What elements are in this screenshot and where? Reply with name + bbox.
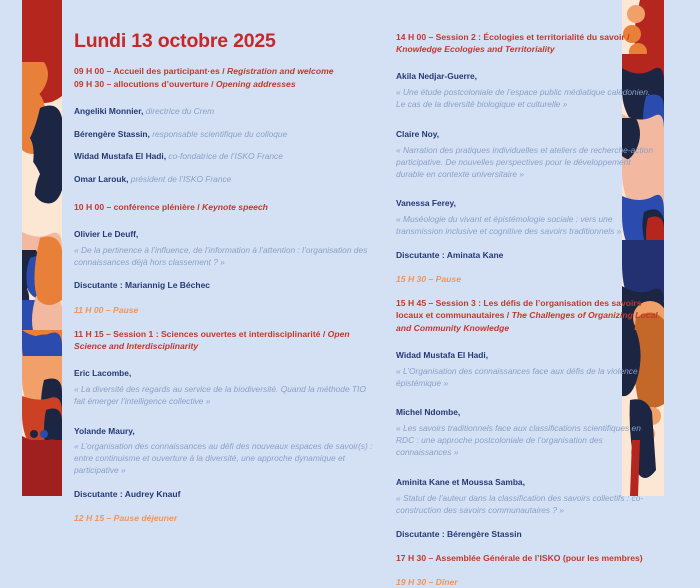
speaker-role: directrice du Crem <box>143 105 215 116</box>
session-2-speaker <box>396 191 658 238</box>
break-lunch: 12 H 15 – Pause déjeuner <box>74 513 178 524</box>
speaker-name: Akila Nedjar-Guerre, <box>396 71 477 82</box>
list-item <box>74 222 376 269</box>
break-afternoon: 15 H 30 – Pause <box>396 274 461 285</box>
session-3-speaker <box>396 400 658 458</box>
speaker-name: Yolande Maury, <box>74 425 135 436</box>
slot-opening-fr: 09 H 30 – allocutions d’ouverture / <box>74 78 216 89</box>
slot-registration-en: Registration and welcome <box>227 66 334 77</box>
opening-speakers-list <box>74 99 376 190</box>
speaker-name: Widad Mustafa El Hadi, <box>74 151 167 162</box>
speaker-name: Aminita Kane et Moussa Samba, <box>396 476 525 487</box>
program-column-morning <box>74 0 384 524</box>
list-item <box>396 64 658 111</box>
session-1-speaker <box>74 361 376 408</box>
list-item <box>396 343 658 390</box>
list-item <box>74 144 376 167</box>
speaker-talk-title: « Statut de l’auteur dans la classification des savoirs collectifs : co-construction des savoirs communautaires ? » <box>396 492 644 515</box>
slot-general-assembly: 17 H 30 – Assemblée Générale de l’ISKO (pour les membres) <box>396 552 643 563</box>
speaker-talk-title: « Muséologie du vivant et épistémologie sociale : vers une transmission inclusive et cognitive des savoirs traditionnels » <box>396 214 622 237</box>
dinner-line: 19 H 30 – Dîner <box>396 576 458 587</box>
speaker-talk-title: « La diversité des regards au service de la biodiversité. Quand la méthode TIO fait émerger l’intelligence collective » <box>74 383 366 406</box>
speaker-name: Angeliki Monnier, <box>74 105 144 116</box>
list-item <box>396 122 658 180</box>
speaker-name: Claire Noy, <box>396 128 440 139</box>
speaker-name: Eric Lacombe, <box>74 368 132 379</box>
slot-opening <box>74 78 376 90</box>
list-item <box>396 191 658 238</box>
discussant-keynote: Discutante : Mariannig Le Béchec <box>74 280 211 291</box>
page-title: Lundi 13 octobre 2025 <box>74 30 276 52</box>
list-item <box>74 361 376 408</box>
session-2-speaker <box>396 122 658 180</box>
slot-registration-fr: 09 H 00 – Accueil des participant·es / <box>74 66 228 77</box>
slot-keynote <box>74 201 376 213</box>
slot-session-2 <box>396 31 658 55</box>
slot-session-2-en: Knowledge Ecologies and Territoriality <box>396 44 555 55</box>
session-1-speaker <box>74 419 376 477</box>
slot-keynote-fr: 10 H 00 – conférence plénière / <box>74 201 203 212</box>
speaker-name: Bérengère Stassin, <box>74 128 150 139</box>
speaker-name: Omar Larouk, <box>74 174 129 184</box>
list-item <box>396 470 658 517</box>
slot-session-1 <box>74 328 376 352</box>
speaker-role: président de l’ISKO France <box>128 174 232 184</box>
speaker-talk-title: « De la pertinence à l’influence, de l’information à l’attention : l’organisation des connaissances déjà hors classement ? » <box>74 244 368 267</box>
discussant-session-1: Discutante : Audrey Knauf <box>74 489 181 500</box>
slot-session-1-fr: 11 H 15 – Session 1 : Sciences ouvertes et interdisciplinarité / <box>74 328 328 339</box>
speaker-talk-title: « Une étude postcoloniale de l’espace public médiatique calédonien. Le cas de la diversité biologique et culturelle » <box>396 87 651 110</box>
session-3-speaker <box>396 470 658 517</box>
list-item <box>396 400 658 458</box>
list-item <box>74 167 376 190</box>
slot-registration <box>74 65 376 77</box>
slot-session-3 <box>396 297 658 334</box>
list-item <box>74 419 376 477</box>
session-3-speaker <box>396 343 658 390</box>
program-column-afternoon <box>396 0 664 587</box>
speaker-role: co-fondatrice de l’ISKO France <box>166 151 283 162</box>
slot-session-1-en: Open Science and Interdisciplinarity <box>74 328 350 351</box>
speaker-talk-title: « L’organisation des connaissances au défi des nouveaux espaces de savoir(s) : entre continuisme et ouverture à la diversité, une approche dynamique et participative » <box>74 441 373 476</box>
slot-session-3-en: The Challenges of Organizing Local and Community Knowledge <box>396 310 658 333</box>
speaker-talk-title: « Narration des pratiques individuelles et ateliers de recherche-action participative. De nouvelles perspectives pour le développement durable en contexte universitaire » <box>396 144 653 179</box>
break-morning: 11 H 00 – Pause <box>74 304 139 315</box>
speaker-role: responsable scientifique du colloque <box>149 128 288 139</box>
speaker-name: Olivier Le Deuff, <box>74 228 139 239</box>
session-2-speaker <box>396 64 658 111</box>
speaker-talk-title: « Les savoirs traditionnels face aux classifications scientifiques en RDC : une approche postcoloniale de l’organisation des connaissances » <box>396 423 641 458</box>
discussant-session-2: Discutante : Aminata Kane <box>396 250 504 261</box>
speaker-talk-title: « L’Organisation des connaissances face aux défis de la violence épistémique » <box>396 365 638 388</box>
list-item <box>74 122 376 145</box>
list-item <box>74 99 376 122</box>
speaker-name: Widad Mustafa El Hadi, <box>396 349 489 360</box>
keynote-speaker <box>74 222 376 269</box>
slot-keynote-en: Keynote speech <box>202 201 268 212</box>
slot-session-3-fr: 15 H 45 – Session 3 : Les défis de l’organisation des savoirs locaux et communautaires / <box>396 298 642 321</box>
speaker-name: Vanessa Ferey, <box>396 198 456 209</box>
slot-opening-en: Opening addresses <box>215 78 296 89</box>
speaker-name: Michel Ndombe, <box>396 407 461 418</box>
discussant-session-3: Discutante : Bérengère Stassin <box>396 528 522 539</box>
slot-session-2-fr: 14 H 00 – Session 2 : Écologies et territorialité du savoir / <box>396 32 630 42</box>
